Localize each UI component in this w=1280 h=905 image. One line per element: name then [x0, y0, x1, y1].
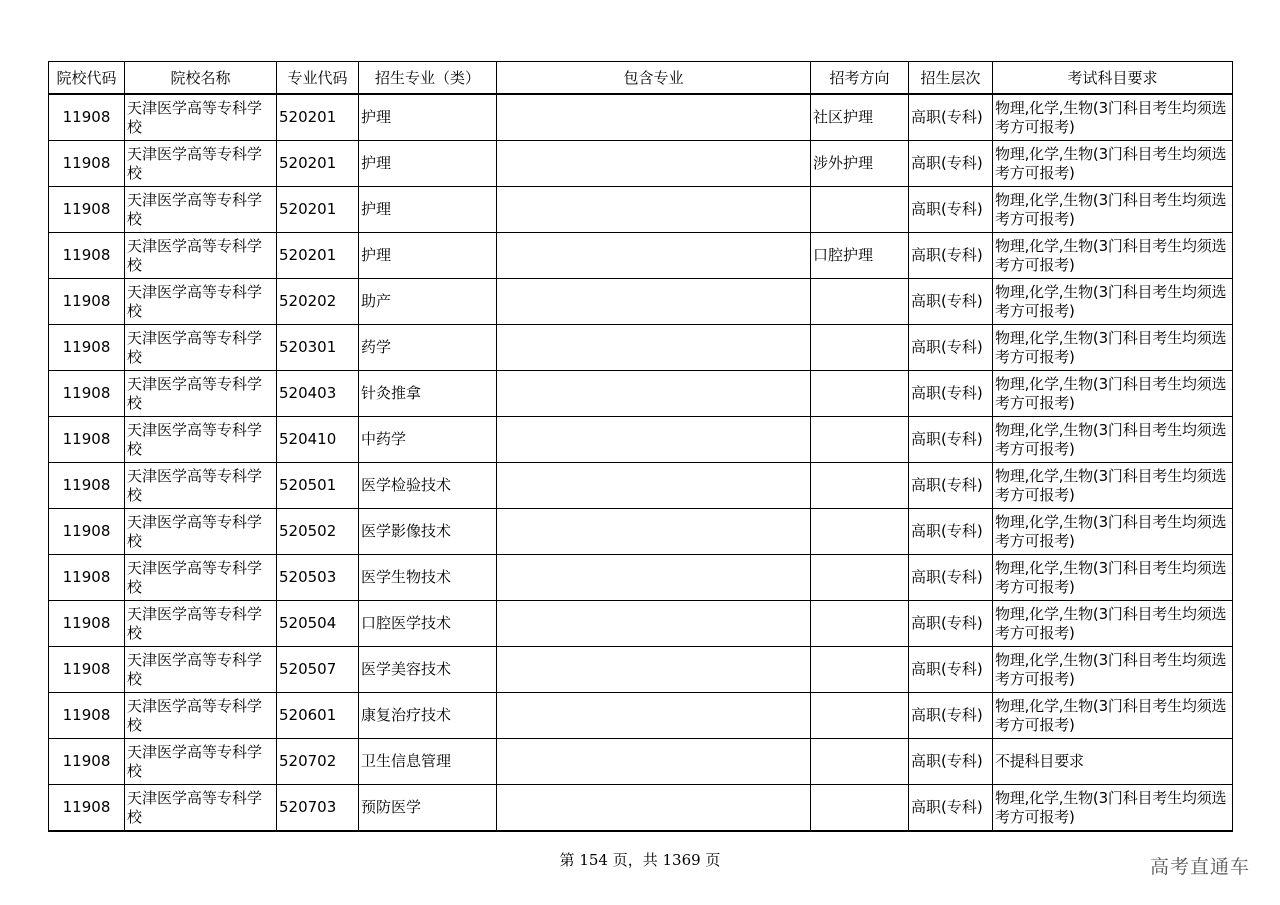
table-row: [49, 509, 1233, 555]
cell-major: 护理: [359, 94, 497, 141]
cell-school-name: 天津医学高等专科学校: [125, 555, 277, 601]
cell-major: 针灸推拿: [359, 371, 497, 417]
cell-level: 高职(专科): [909, 94, 993, 141]
cell-direction: 社区护理: [811, 94, 909, 141]
header-major-code: 专业代码: [277, 62, 359, 95]
cell-major: 医学检验技术: [359, 463, 497, 509]
cell-major: 护理: [359, 141, 497, 187]
cell-includes: [497, 417, 811, 463]
cell-school-name: 天津医学高等专科学校: [125, 371, 277, 417]
cell-level: 高职(专科): [909, 647, 993, 693]
cell-requirement: 物理,化学,生物(3门科目考生均须选考方可报考): [993, 417, 1233, 463]
cell-level: 高职(专科): [909, 279, 993, 325]
cell-major: 卫生信息管理: [359, 739, 497, 785]
cell-direction: [811, 279, 909, 325]
cell-includes: [497, 187, 811, 233]
cell-school-code: 11908: [49, 141, 125, 187]
header-includes: 包含专业: [497, 62, 811, 95]
cell-level: 高职(专科): [909, 739, 993, 785]
table-row: [49, 94, 1233, 141]
cell-school-code: 11908: [49, 187, 125, 233]
cell-major: 口腔医学技术: [359, 601, 497, 647]
table-row: [49, 463, 1233, 509]
cell-requirement: 物理,化学,生物(3门科目考生均须选考方可报考): [993, 279, 1233, 325]
cell-direction: [811, 371, 909, 417]
cell-level: 高职(专科): [909, 187, 993, 233]
cell-school-name: 天津医学高等专科学校: [125, 233, 277, 279]
cell-level: 高职(专科): [909, 325, 993, 371]
cell-major: 中药学: [359, 417, 497, 463]
cell-direction: [811, 325, 909, 371]
table-row: [49, 601, 1233, 647]
cell-school-code: 11908: [49, 463, 125, 509]
cell-direction: 涉外护理: [811, 141, 909, 187]
cell-major: 医学美容技术: [359, 647, 497, 693]
cell-includes: [497, 647, 811, 693]
header-requirement: 考试科目要求: [993, 62, 1233, 95]
cell-school-code: 11908: [49, 509, 125, 555]
cell-level: 高职(专科): [909, 463, 993, 509]
cell-major: 护理: [359, 233, 497, 279]
cell-major-code: 520504: [277, 601, 359, 647]
cell-major-code: 520501: [277, 463, 359, 509]
table-row: [49, 141, 1233, 187]
cell-school-code: 11908: [49, 325, 125, 371]
table-row: [49, 785, 1233, 832]
cell-includes: [497, 94, 811, 141]
table-row: [49, 371, 1233, 417]
cell-requirement: 物理,化学,生物(3门科目考生均须选考方可报考): [993, 94, 1233, 141]
table-row: [49, 555, 1233, 601]
cell-requirement: 物理,化学,生物(3门科目考生均须选考方可报考): [993, 371, 1233, 417]
cell-level: 高职(专科): [909, 141, 993, 187]
cell-direction: [811, 187, 909, 233]
cell-school-name: 天津医学高等专科学校: [125, 785, 277, 832]
cell-includes: [497, 141, 811, 187]
cell-major-code: 520503: [277, 555, 359, 601]
cell-major: 助产: [359, 279, 497, 325]
table-row: [49, 279, 1233, 325]
cell-school-code: 11908: [49, 417, 125, 463]
cell-major-code: 520502: [277, 509, 359, 555]
cell-major: 康复治疗技术: [359, 693, 497, 739]
cell-school-code: 11908: [49, 693, 125, 739]
cell-direction: [811, 785, 909, 832]
cell-level: 高职(专科): [909, 785, 993, 832]
cell-includes: [497, 371, 811, 417]
cell-school-code: 11908: [49, 647, 125, 693]
cell-level: 高职(专科): [909, 555, 993, 601]
cell-includes: [497, 279, 811, 325]
cell-includes: [497, 785, 811, 832]
cell-major: 医学影像技术: [359, 509, 497, 555]
admission-table: [48, 61, 1233, 832]
cell-direction: [811, 739, 909, 785]
cell-requirement: 物理,化学,生物(3门科目考生均须选考方可报考): [993, 785, 1233, 832]
cell-includes: [497, 601, 811, 647]
cell-school-name: 天津医学高等专科学校: [125, 94, 277, 141]
cell-major-code: 520201: [277, 187, 359, 233]
cell-direction: [811, 555, 909, 601]
cell-school-code: 11908: [49, 94, 125, 141]
cell-direction: 口腔护理: [811, 233, 909, 279]
cell-school-name: 天津医学高等专科学校: [125, 141, 277, 187]
cell-school-code: 11908: [49, 555, 125, 601]
cell-major: 药学: [359, 325, 497, 371]
cell-school-name: 天津医学高等专科学校: [125, 739, 277, 785]
cell-school-name: 天津医学高等专科学校: [125, 279, 277, 325]
table-row: [49, 233, 1233, 279]
cell-major: 预防医学: [359, 785, 497, 832]
table-body: [49, 94, 1233, 831]
header-direction: 招考方向: [811, 62, 909, 95]
cell-major-code: 520403: [277, 371, 359, 417]
watermark-logo: 高考直通车: [1149, 856, 1250, 878]
cell-school-name: 天津医学高等专科学校: [125, 509, 277, 555]
cell-direction: [811, 509, 909, 555]
cell-includes: [497, 509, 811, 555]
cell-major-code: 520201: [277, 141, 359, 187]
cell-level: 高职(专科): [909, 233, 993, 279]
cell-requirement: 物理,化学,生物(3门科目考生均须选考方可报考): [993, 509, 1233, 555]
cell-includes: [497, 233, 811, 279]
cell-includes: [497, 739, 811, 785]
cell-major-code: 520702: [277, 739, 359, 785]
cell-level: 高职(专科): [909, 601, 993, 647]
cell-school-code: 11908: [49, 739, 125, 785]
cell-major-code: 520410: [277, 417, 359, 463]
cell-major-code: 520201: [277, 94, 359, 141]
cell-school-name: 天津医学高等专科学校: [125, 187, 277, 233]
cell-level: 高职(专科): [909, 693, 993, 739]
header-row: [49, 62, 1233, 95]
cell-school-name: 天津医学高等专科学校: [125, 417, 277, 463]
table-row: [49, 187, 1233, 233]
cell-requirement: 物理,化学,生物(3门科目考生均须选考方可报考): [993, 555, 1233, 601]
cell-requirement: 物理,化学,生物(3门科目考生均须选考方可报考): [993, 601, 1233, 647]
cell-level: 高职(专科): [909, 509, 993, 555]
cell-school-name: 天津医学高等专科学校: [125, 325, 277, 371]
cell-major-code: 520201: [277, 233, 359, 279]
table-row: [49, 325, 1233, 371]
cell-school-code: 11908: [49, 601, 125, 647]
header-major: 招生专业（类）: [359, 62, 497, 95]
cell-includes: [497, 555, 811, 601]
cell-requirement: 物理,化学,生物(3门科目考生均须选考方可报考): [993, 693, 1233, 739]
cell-includes: [497, 463, 811, 509]
table-row: [49, 693, 1233, 739]
cell-requirement: 物理,化学,生物(3门科目考生均须选考方可报考): [993, 325, 1233, 371]
cell-major-code: 520703: [277, 785, 359, 832]
page-number: 第 154 页，共 1369 页: [559, 851, 721, 869]
cell-direction: [811, 601, 909, 647]
cell-requirement: 不提科目要求: [993, 739, 1233, 785]
cell-direction: [811, 647, 909, 693]
cell-requirement: 物理,化学,生物(3门科目考生均须选考方可报考): [993, 463, 1233, 509]
table-row: [49, 417, 1233, 463]
cell-school-name: 天津医学高等专科学校: [125, 647, 277, 693]
header-school-code: 院校代码: [49, 62, 125, 95]
cell-major: 医学生物技术: [359, 555, 497, 601]
cell-includes: [497, 325, 811, 371]
cell-level: 高职(专科): [909, 371, 993, 417]
cell-major: 护理: [359, 187, 497, 233]
cell-school-code: 11908: [49, 785, 125, 832]
cell-school-code: 11908: [49, 279, 125, 325]
cell-school-code: 11908: [49, 233, 125, 279]
cell-requirement: 物理,化学,生物(3门科目考生均须选考方可报考): [993, 141, 1233, 187]
cell-major-code: 520507: [277, 647, 359, 693]
cell-school-name: 天津医学高等专科学校: [125, 693, 277, 739]
cell-school-name: 天津医学高等专科学校: [125, 601, 277, 647]
cell-requirement: 物理,化学,生物(3门科目考生均须选考方可报考): [993, 233, 1233, 279]
cell-school-name: 天津医学高等专科学校: [125, 463, 277, 509]
cell-major-code: 520202: [277, 279, 359, 325]
cell-direction: [811, 463, 909, 509]
cell-includes: [497, 693, 811, 739]
cell-requirement: 物理,化学,生物(3门科目考生均须选考方可报考): [993, 647, 1233, 693]
cell-major-code: 520301: [277, 325, 359, 371]
cell-major-code: 520601: [277, 693, 359, 739]
header-school-name: 院校名称: [125, 62, 277, 95]
cell-school-code: 11908: [49, 371, 125, 417]
cell-requirement: 物理,化学,生物(3门科目考生均须选考方可报考): [993, 187, 1233, 233]
cell-direction: [811, 417, 909, 463]
cell-level: 高职(专科): [909, 417, 993, 463]
cell-direction: [811, 693, 909, 739]
header-level: 招生层次: [909, 62, 993, 95]
table-row: [49, 739, 1233, 785]
table-row: [49, 647, 1233, 693]
